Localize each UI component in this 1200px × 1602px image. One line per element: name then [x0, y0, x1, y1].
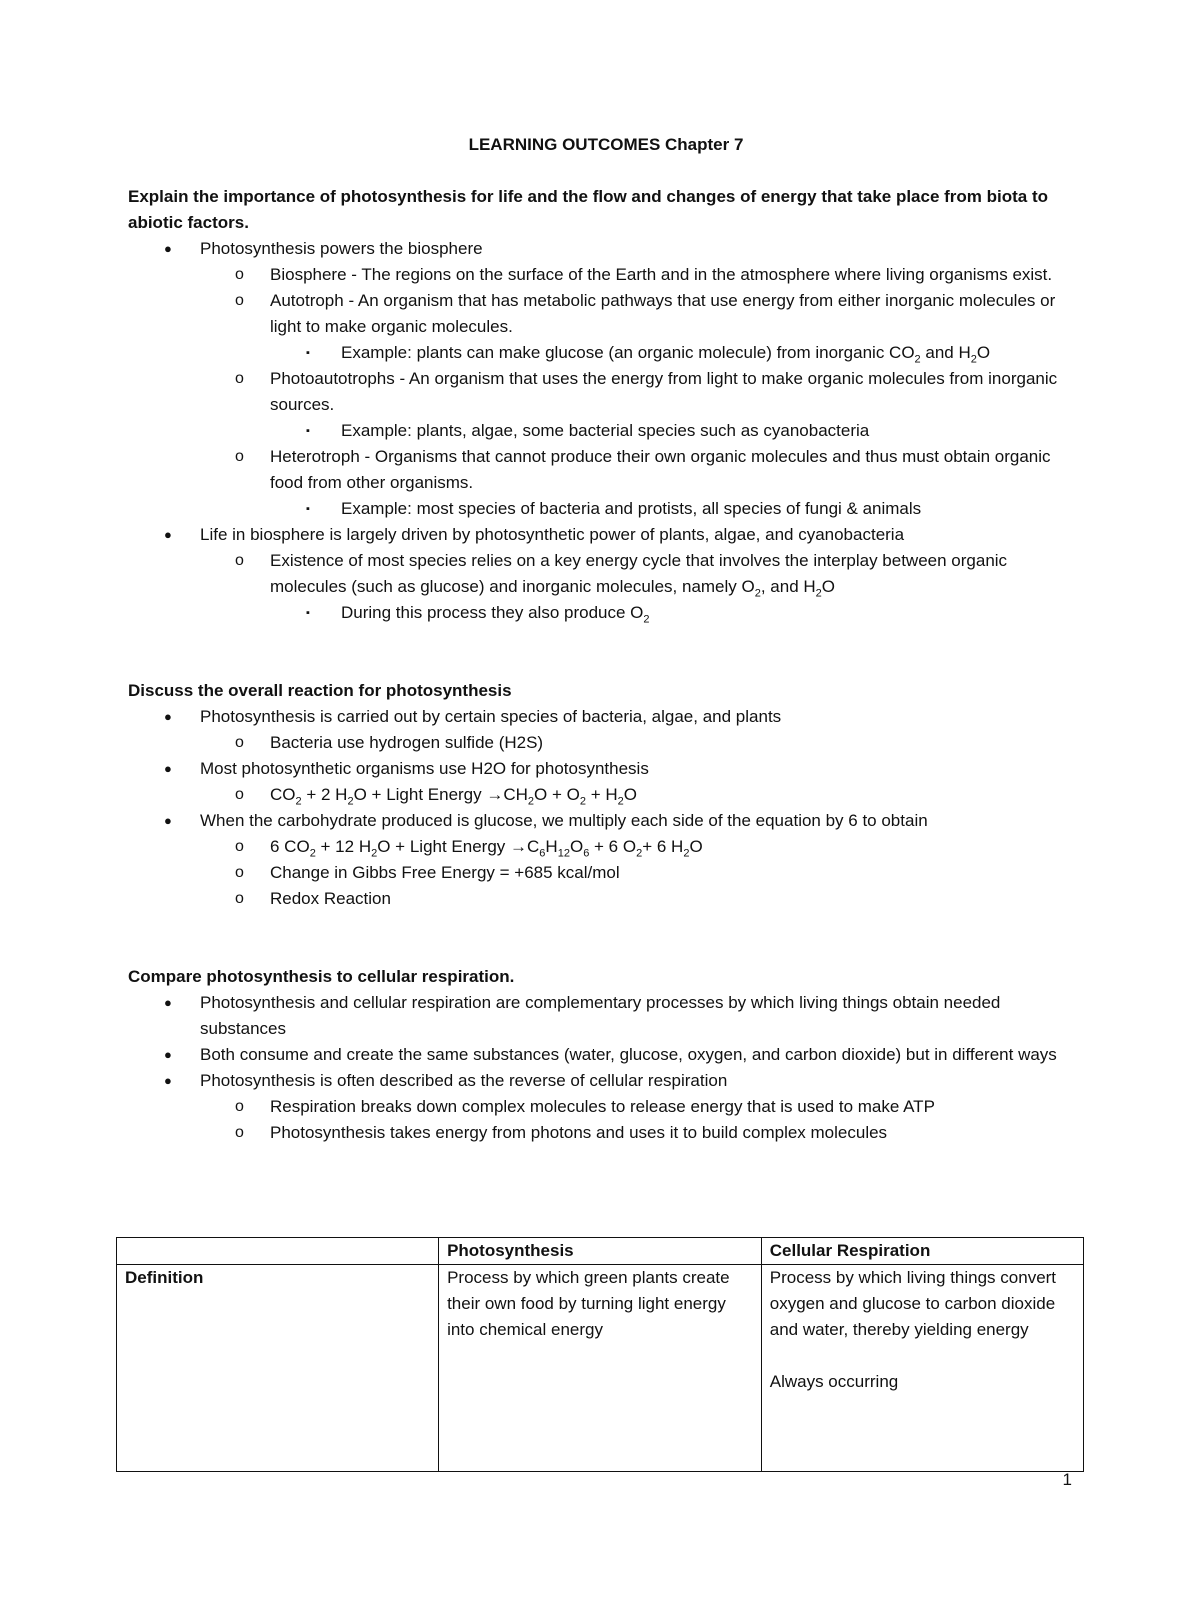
- bullet-icon: ●: [164, 709, 172, 724]
- list-item: o Biosphere - The regions on the surface of the Earth and in the atmosphere where living organisms exist.: [128, 262, 1084, 288]
- circle-bullet-icon: o: [235, 1124, 244, 1141]
- section-heading: Discuss the overall reaction for photosynthesis: [128, 681, 512, 700]
- circle-bullet-icon: o: [235, 864, 244, 881]
- list-item: ● Most photosynthetic organisms use H2O for photosynthesis: [128, 756, 1084, 782]
- bullet-icon: ●: [164, 1047, 172, 1062]
- table-cell-respiration: Process by which living things convert oxygen and glucose to carbon dioxide and water, thereby yielding energy Always occurring: [761, 1265, 1083, 1472]
- table-cell-photosynthesis: Process by which green plants create their own food by turning light energy into chemical energy: [439, 1265, 762, 1472]
- table-row-label: Definition: [117, 1265, 439, 1472]
- table-row: [117, 1265, 1084, 1472]
- page-number: 1: [1062, 1470, 1072, 1489]
- square-bullet-icon: ▪: [306, 347, 310, 359]
- equation-glucose: o 6 $CO_2 + 12$ $H_2O$ + Light Energy $\to C_6H_{12}O_6 + 6$ $O_2+ 6$ $H_2O$: [128, 834, 1084, 860]
- section-compare-respiration: [128, 964, 1084, 1146]
- equation-simple: o $CO_2 + 2$ $H_2O$ + Light Energy $\to CH_2O + O_2 + H_2O$: [128, 782, 1084, 808]
- list-item: o Existence of most species relies on a key energy cycle that involves the interplay between organic molecules (such as glucose) and inorganic molecules, namely $O_2$, and $H_2O$: [128, 548, 1084, 600]
- bullet-icon: ●: [164, 995, 172, 1010]
- section-heading: Compare photosynthesis to cellular respiration.: [128, 967, 515, 986]
- bullet-icon: ●: [164, 1073, 172, 1088]
- section-heading: Explain the importance of photosynthesis for life and the flow and changes of energy that take place from biota to abiotic factors.: [128, 187, 1049, 232]
- section-overall-reaction: [128, 678, 1084, 912]
- bullet-icon: ●: [164, 813, 172, 828]
- circle-bullet-icon: o: [235, 786, 244, 803]
- list-item: o Photoautotrophs - An organism that uses the energy from light to make organic molecules from inorganic sources.: [128, 366, 1084, 418]
- circle-bullet-icon: o: [235, 552, 244, 569]
- bullet-icon: ●: [164, 527, 172, 542]
- list-item: ▪ During this process they also produce $O_2$: [128, 600, 1084, 626]
- list-item: ▪ Example: plants can make glucose (an organic molecule) from inorganic $CO_2$ and $H_2O$: [128, 340, 1084, 366]
- circle-bullet-icon: o: [235, 734, 244, 751]
- list-item: o Autotroph - An organism that has metabolic pathways that use energy from either inorganic molecules or light to make organic molecules.: [128, 288, 1084, 340]
- list-item: ● When the carbohydrate produced is glucose, we multiply each side of the equation by 6 to obtain: [128, 808, 1084, 834]
- circle-bullet-icon: o: [235, 266, 244, 283]
- bullet-icon: ●: [164, 241, 172, 256]
- list-item: o Heterotroph - Organisms that cannot produce their own organic molecules and thus must obtain organic food from other organisms.: [128, 444, 1084, 496]
- list-item: o Bacteria use hydrogen sulfide (H2S): [128, 730, 1084, 756]
- circle-bullet-icon: o: [235, 1098, 244, 1115]
- circle-bullet-icon: o: [235, 838, 244, 855]
- document-body: [128, 132, 1084, 1146]
- square-bullet-icon: ▪: [306, 503, 310, 515]
- circle-bullet-icon: o: [235, 292, 244, 309]
- circle-bullet-icon: o: [235, 370, 244, 387]
- circle-bullet-icon: o: [235, 890, 244, 907]
- list-item: ● Photosynthesis and cellular respiration are complementary processes by which living things obtain needed substances: [128, 990, 1084, 1042]
- list-item: ▪ Example: most species of bacteria and protists, all species of fungi & animals: [128, 496, 1084, 522]
- list-item: ● Photosynthesis is carried out by certain species of bacteria, algae, and plants: [128, 704, 1084, 730]
- list-item: ● Photosynthesis powers the biosphere: [128, 236, 1084, 262]
- comparison-table: [116, 1237, 1084, 1472]
- section-photosynthesis-importance: [128, 184, 1084, 626]
- list-item: o Change in Gibbs Free Energy = +685 kcal/mol: [128, 860, 1084, 886]
- list-item: ● Life in biosphere is largely driven by photosynthetic power of plants, algae, and cyanobacteria: [128, 522, 1084, 548]
- table-header-cell: [117, 1238, 439, 1265]
- bullet-icon: ●: [164, 761, 172, 776]
- table-header-cell: Photosynthesis: [439, 1238, 762, 1265]
- square-bullet-icon: ▪: [306, 425, 310, 437]
- table-header-cell: Cellular Respiration: [761, 1238, 1083, 1265]
- list-item: o Respiration breaks down complex molecules to release energy that is used to make ATP: [128, 1094, 1084, 1120]
- page-title: LEARNING OUTCOMES Chapter 7: [468, 135, 744, 154]
- list-item: ● Photosynthesis is often described as the reverse of cellular respiration: [128, 1068, 1084, 1094]
- circle-bullet-icon: o: [235, 448, 244, 465]
- list-item: o Redox Reaction: [128, 886, 1084, 912]
- square-bullet-icon: ▪: [306, 607, 310, 619]
- table-header-row: [117, 1238, 1084, 1265]
- list-item: o Photosynthesis takes energy from photons and uses it to build complex molecules: [128, 1120, 1084, 1146]
- list-item: ▪ Example: plants, algae, some bacterial species such as cyanobacteria: [128, 418, 1084, 444]
- list-item: ● Both consume and create the same substances (water, glucose, oxygen, and carbon dioxide) but in different ways: [128, 1042, 1084, 1068]
